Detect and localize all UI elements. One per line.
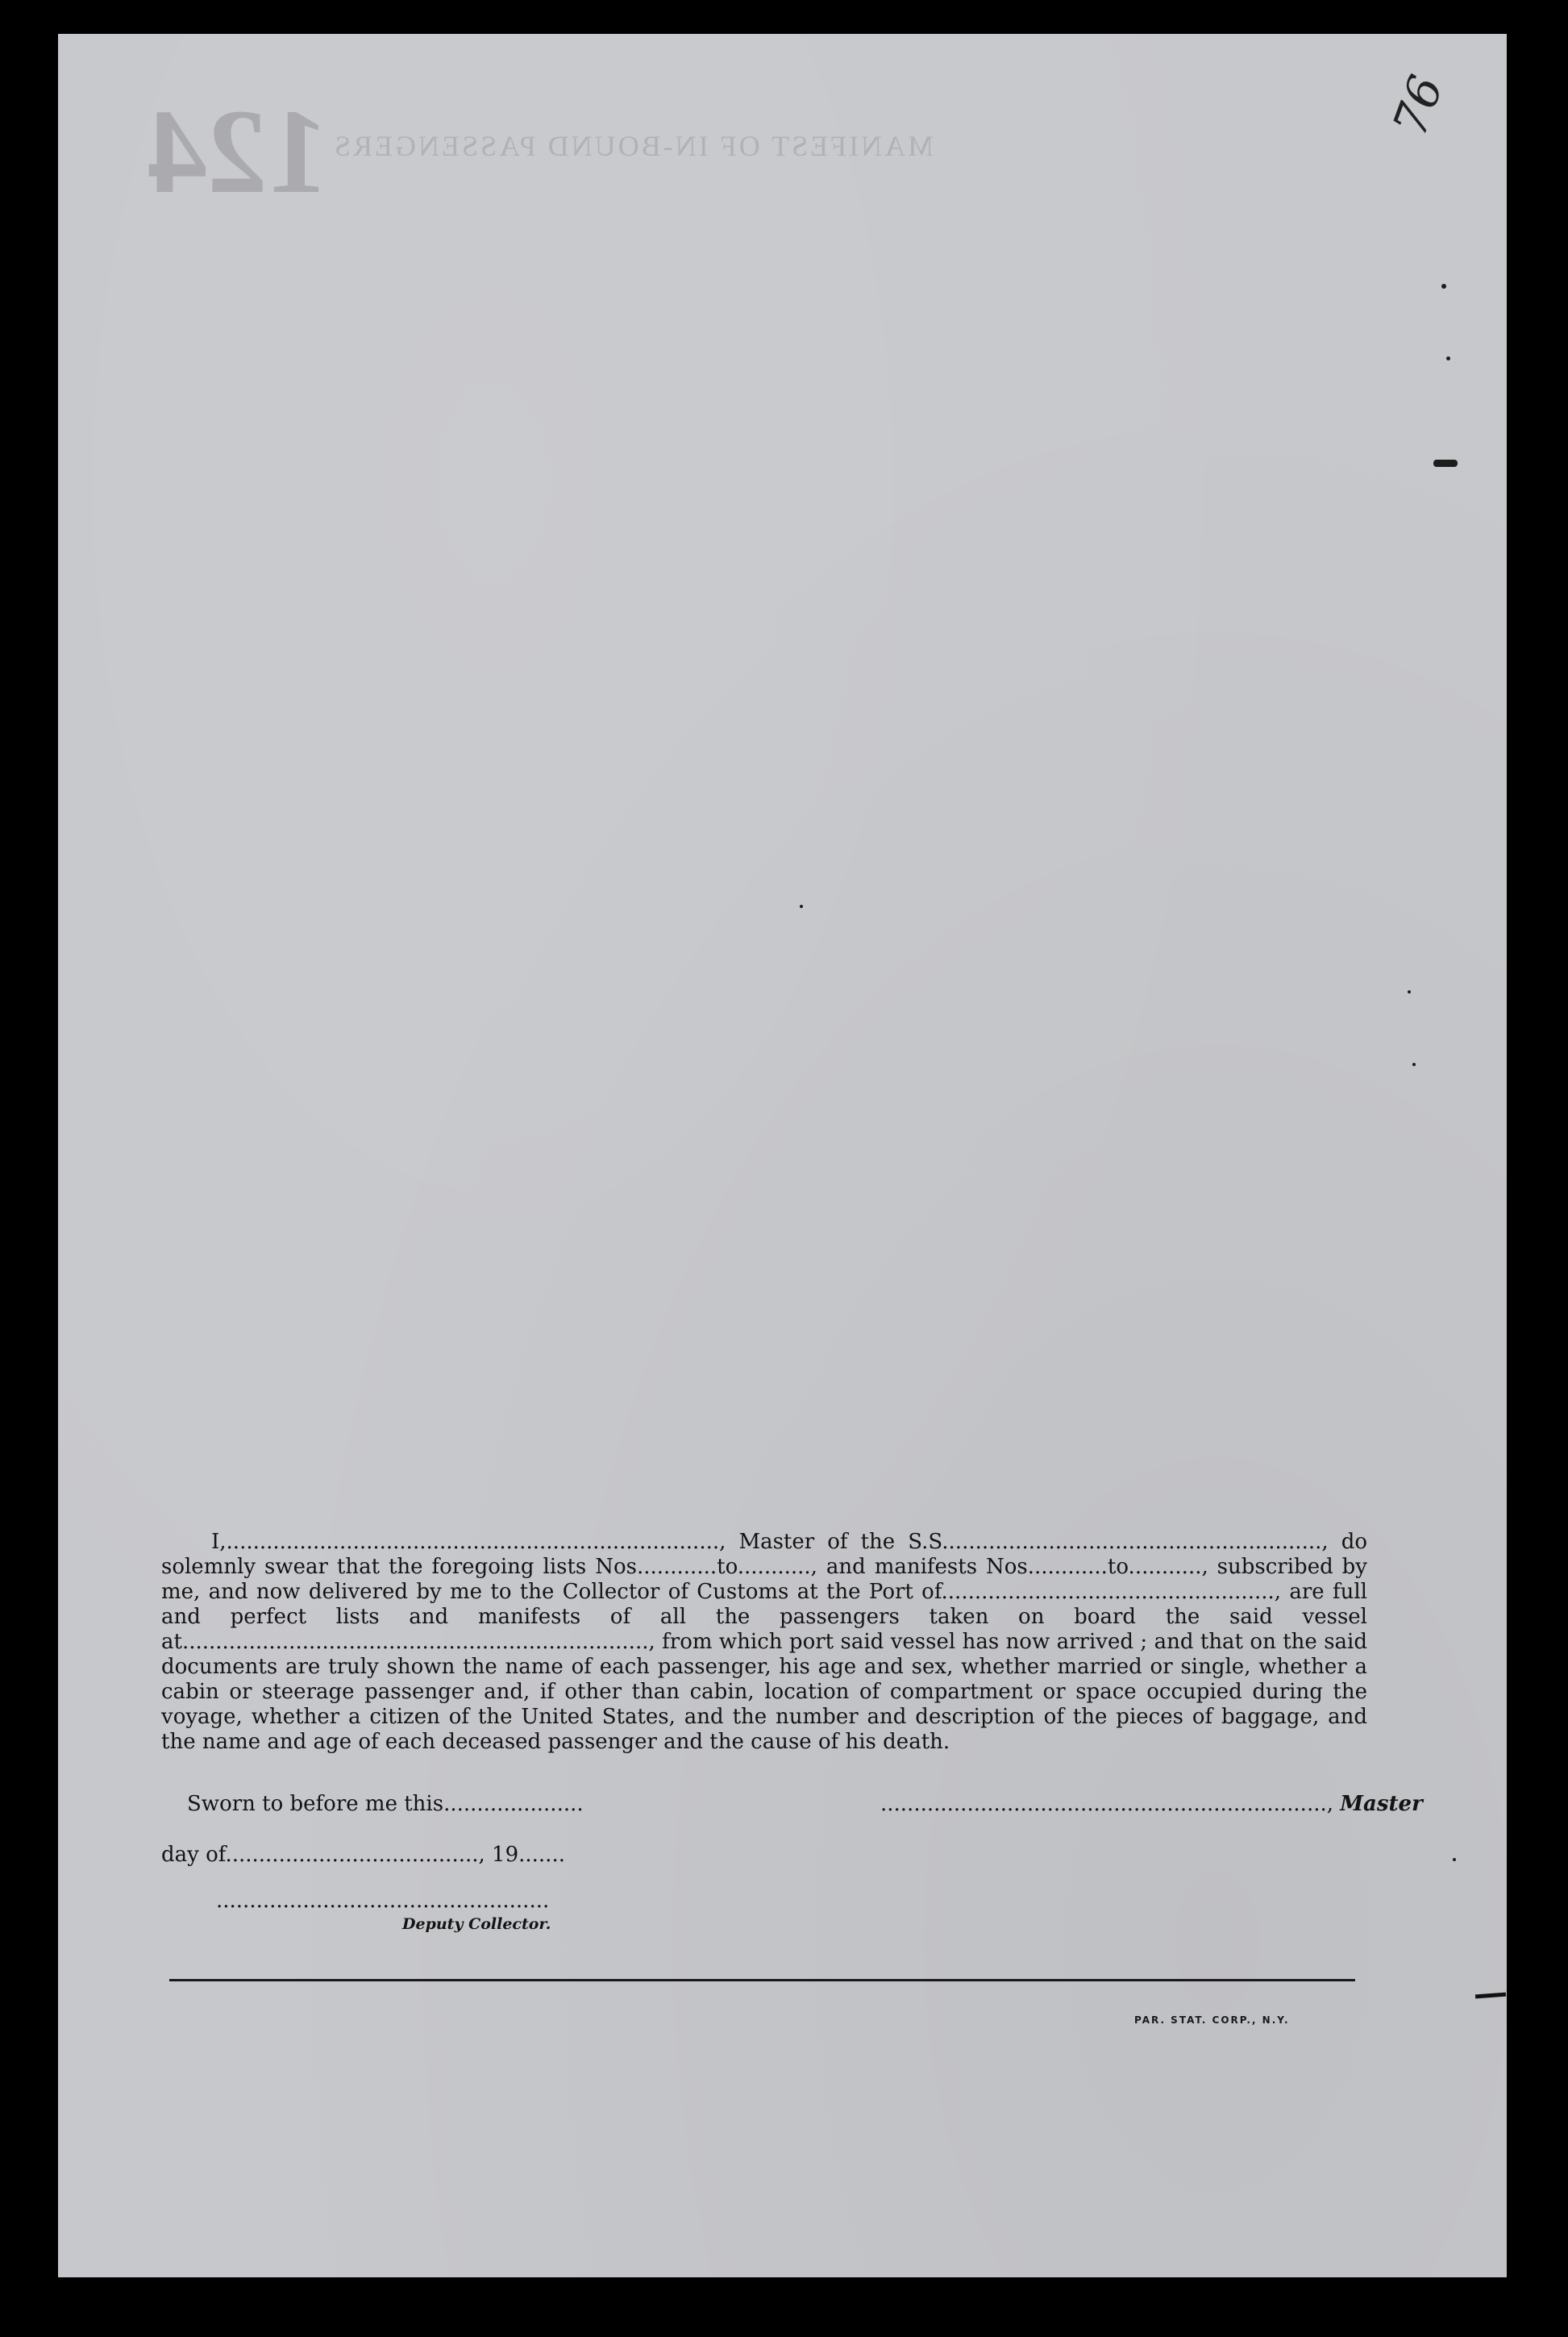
ink-speck	[1453, 1858, 1456, 1861]
handwritten-page-number: 76	[1382, 68, 1454, 144]
master-signature-dots: ...................................................................,	[880, 1792, 1333, 1816]
day-year-line: day of......................................, 19.......	[161, 1843, 565, 1867]
sworn-date-line: Sworn to before me this.....................	[187, 1792, 584, 1816]
ink-speck	[1433, 460, 1458, 467]
oath-paragraph	[161, 1530, 1367, 1755]
faint-show-through-header: MANIFEST OF IN-BOUND PASSENGERS	[332, 130, 934, 162]
printer-imprint: PAR. STAT. CORP., N.Y.	[1134, 2014, 1290, 2026]
master-label: Master	[1340, 1792, 1423, 1816]
deputy-signature-line: ..................................................	[216, 1889, 550, 1913]
ink-speck	[1446, 356, 1450, 360]
ink-speck	[800, 905, 803, 908]
faint-stamp-number: 124	[147, 85, 328, 219]
manifest-page	[58, 34, 1507, 2277]
master-signature-line	[880, 1792, 1423, 1816]
deputy-collector-label: Deputy Collector.	[402, 1915, 551, 1933]
oath-text: I,.........................................................................., Master of the S.S........................................................., do solemnly swear that the foregoing lists Nos............to..........., and manifests Nos............to..........., subscribed by me, and now delivered by me to the Collector of Customs at the Port of.................................................., are full and perfect lists and manifests of all the passengers taken on board the said vessel at......................................................................, from which port said vessel has now arrived ; and that on the said documents are truly shown the name of each passenger, his age and sex, whether married or single, whether a cabin or steerage passenger and, if other than cabin, location of compartment or space occupied during the voyage, whether a citizen of the United States, and the number and description of the pieces of baggage, and the name and age of each deceased passenger and the cause of his death.	[161, 1530, 1367, 1754]
bottom-rule	[169, 1979, 1355, 1981]
ink-speck	[1408, 990, 1411, 994]
ink-speck	[1441, 284, 1446, 289]
ink-speck	[1412, 1063, 1416, 1066]
